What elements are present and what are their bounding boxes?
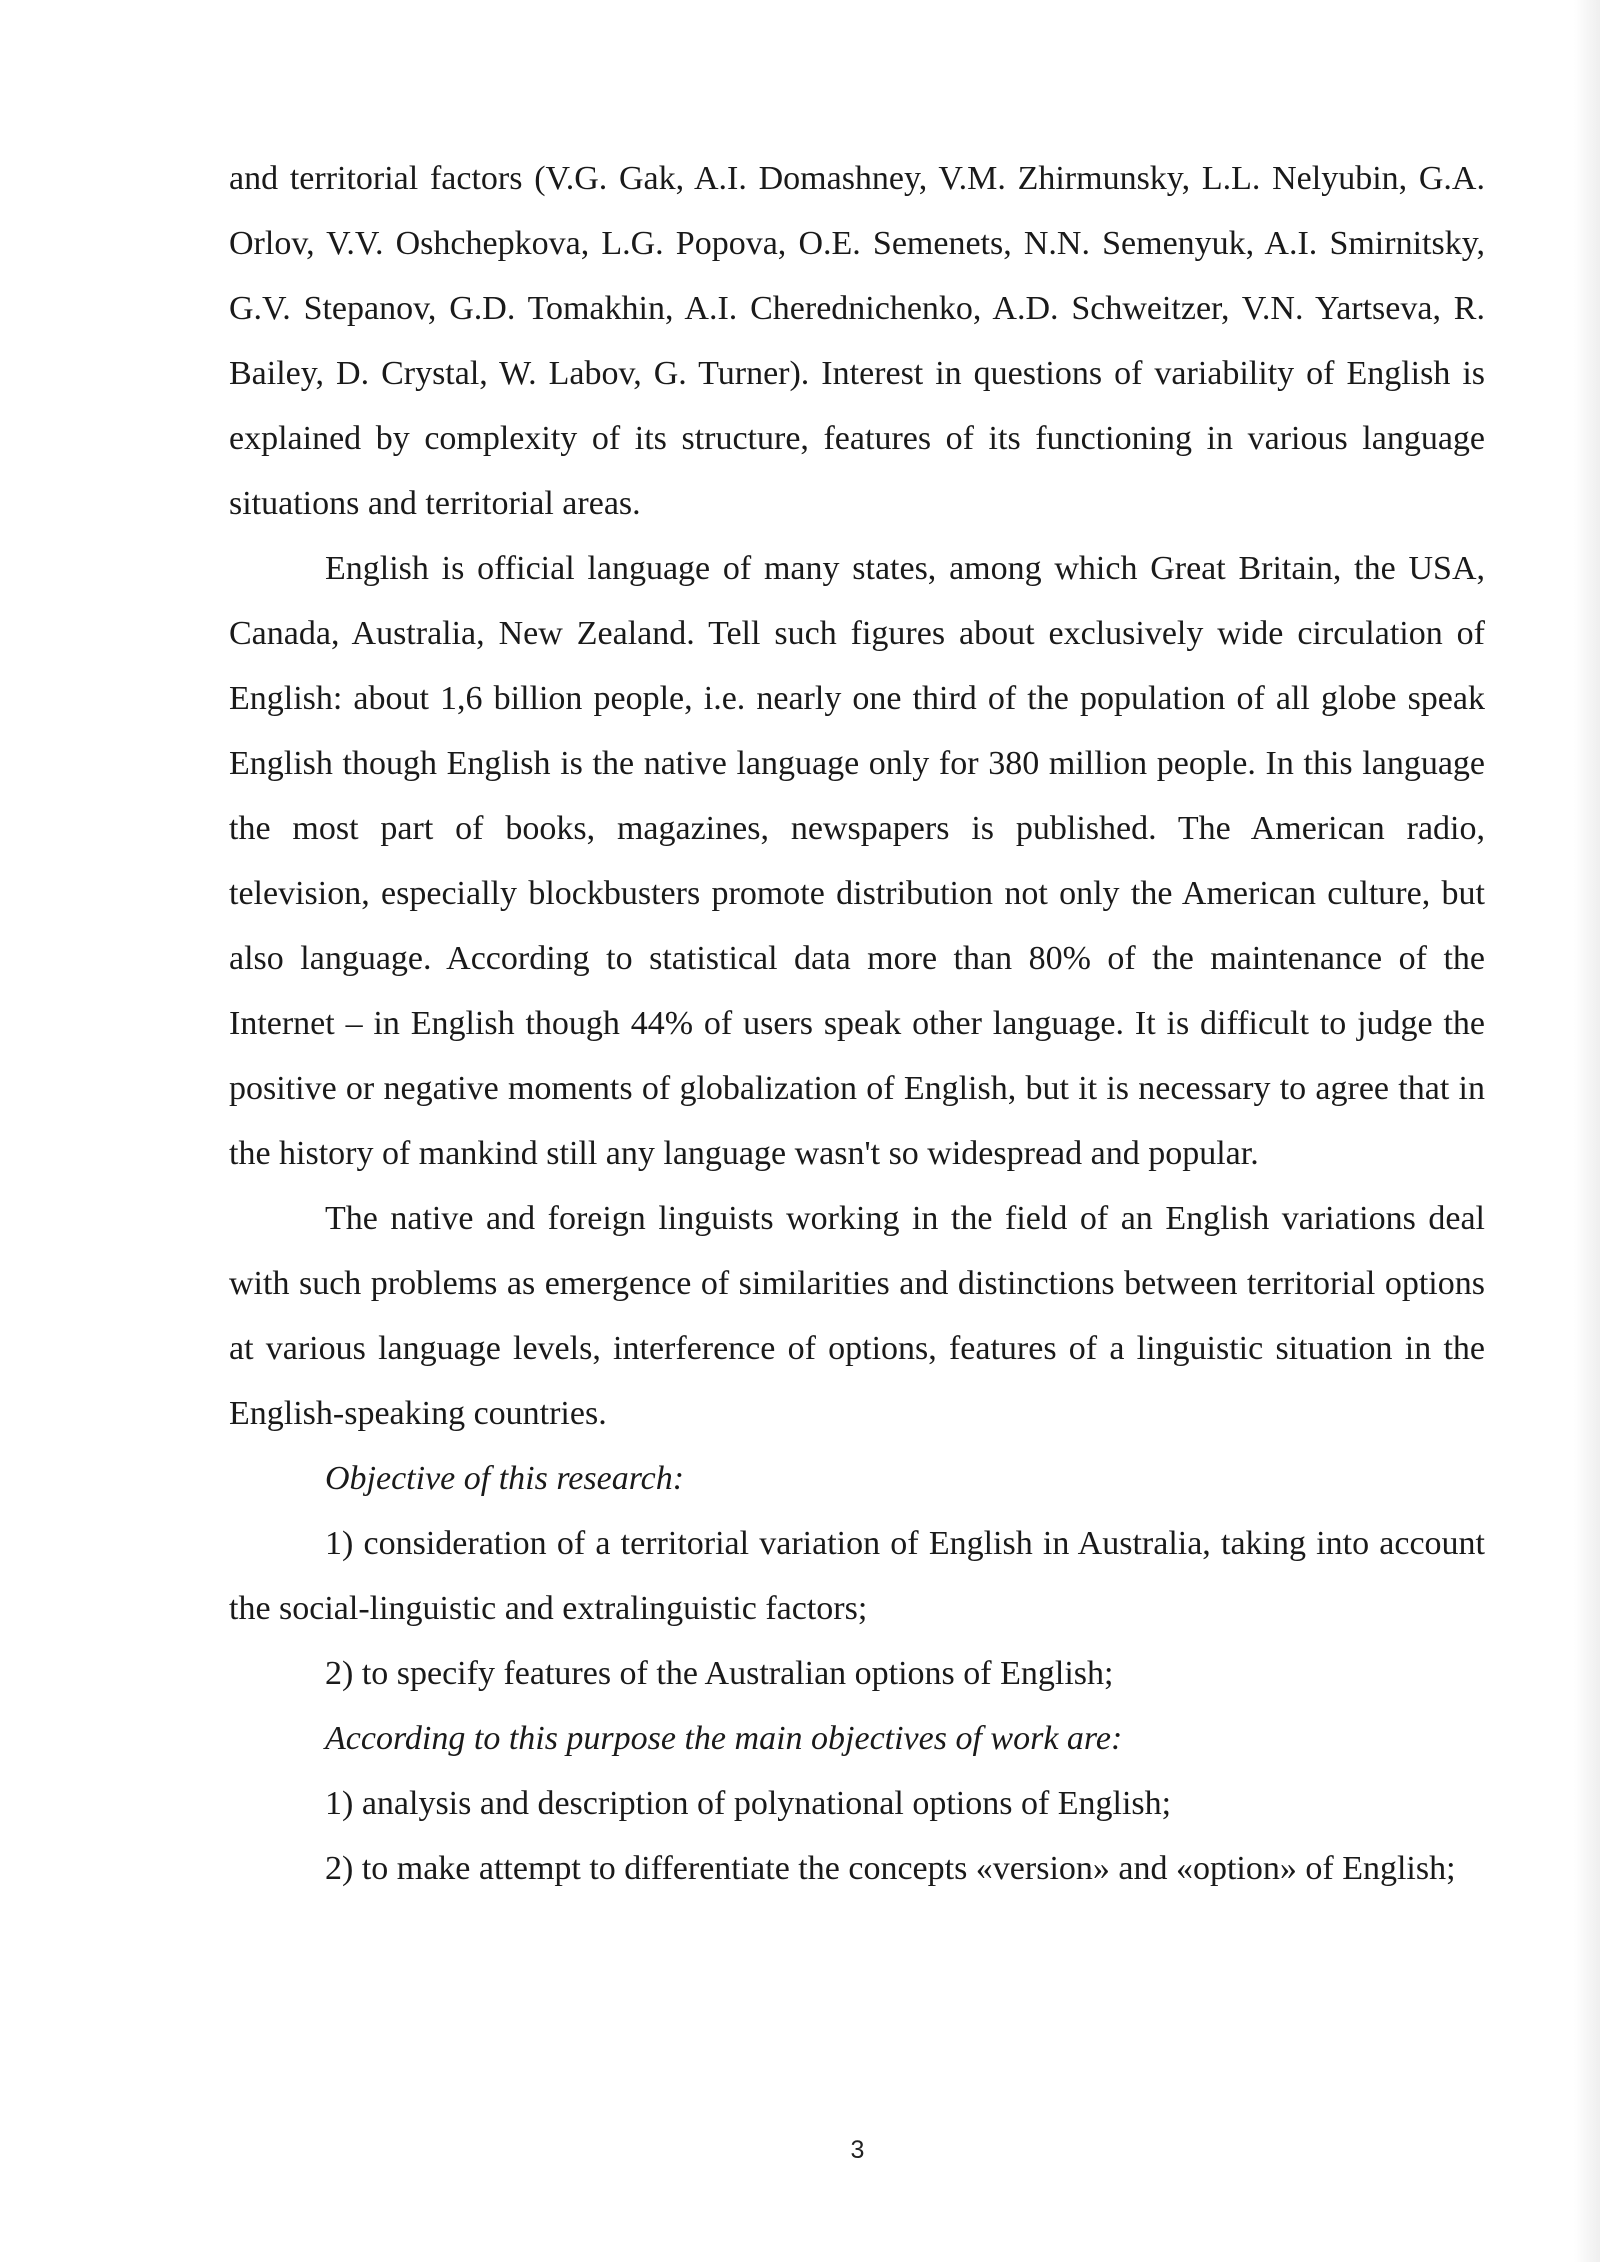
paragraph-linguists: The native and foreign linguists working in the field of an English variations deal with such problems as emergence of similarities and distinctions between territorial options at various language levels, interference of options, features of a linguistic situation in the English-speaking countries. bbox=[229, 1200, 1485, 1432]
tasks-heading: According to this purpose the main objectives of work are: bbox=[325, 1720, 1123, 1757]
page-edge-shadow bbox=[1574, 0, 1600, 2262]
page-number: 3 bbox=[850, 2136, 865, 2164]
objective-item-1: 1) consideration of a territorial variation of English in Australia, taking into account the social-linguistic and extralinguistic factors; bbox=[229, 1525, 1485, 1627]
paragraph-authors: and territorial factors (V.G. Gak, A.I. Domashney, V.M. Zhirmunsky, L.L. Nelyubin, G.A. Orlov, V.V. Oshchepkova, L.G. Popova, O.E. Semenets, N.N. Semenyuk, A.I. Smirnitsky, G.V. Stepanov, G.D. Tomakhin, A.I. Cherednichenko, A.D. Schweitzer, V.N. Yartseva, R. Bailey, D. Crystal, W. Labov, G. Turner). Interest in questions of variability of English is explained by complexity of its structure, features of its functioning in various language situations and territorial areas. bbox=[229, 160, 1485, 522]
document-body bbox=[229, 146, 1485, 1901]
paragraph-english-status: English is official language of many states, among which Great Britain, the USA, Canada, Australia, New Zealand. Tell such figures about exclusively wide circulation of English: about 1,6 billion people, i.e. nearly one third of the population of all globe speak English though English is the native language only for 380 million people. In this language the most part of books, magazines, newspapers is published. The American radio, television, especially blockbusters promote distribution not only the American culture, but also language. According to statistical data more than 80% of the maintenance of the Internet – in English though 44% of users speak other language. It is difficult to judge the positive or negative moments of globalization of English, but it is necessary to agree that in the history of mankind still any language wasn't so widespread and popular. bbox=[229, 550, 1485, 1172]
task-item-1: 1) analysis and description of polynational options of English; bbox=[325, 1785, 1172, 1822]
task-item-2: 2) to make attempt to differentiate the concepts «version» and «option» of English; bbox=[325, 1850, 1456, 1887]
objective-heading: Objective of this research: bbox=[325, 1460, 685, 1497]
objective-item-2: 2) to specify features of the Australian options of English; bbox=[325, 1655, 1114, 1692]
